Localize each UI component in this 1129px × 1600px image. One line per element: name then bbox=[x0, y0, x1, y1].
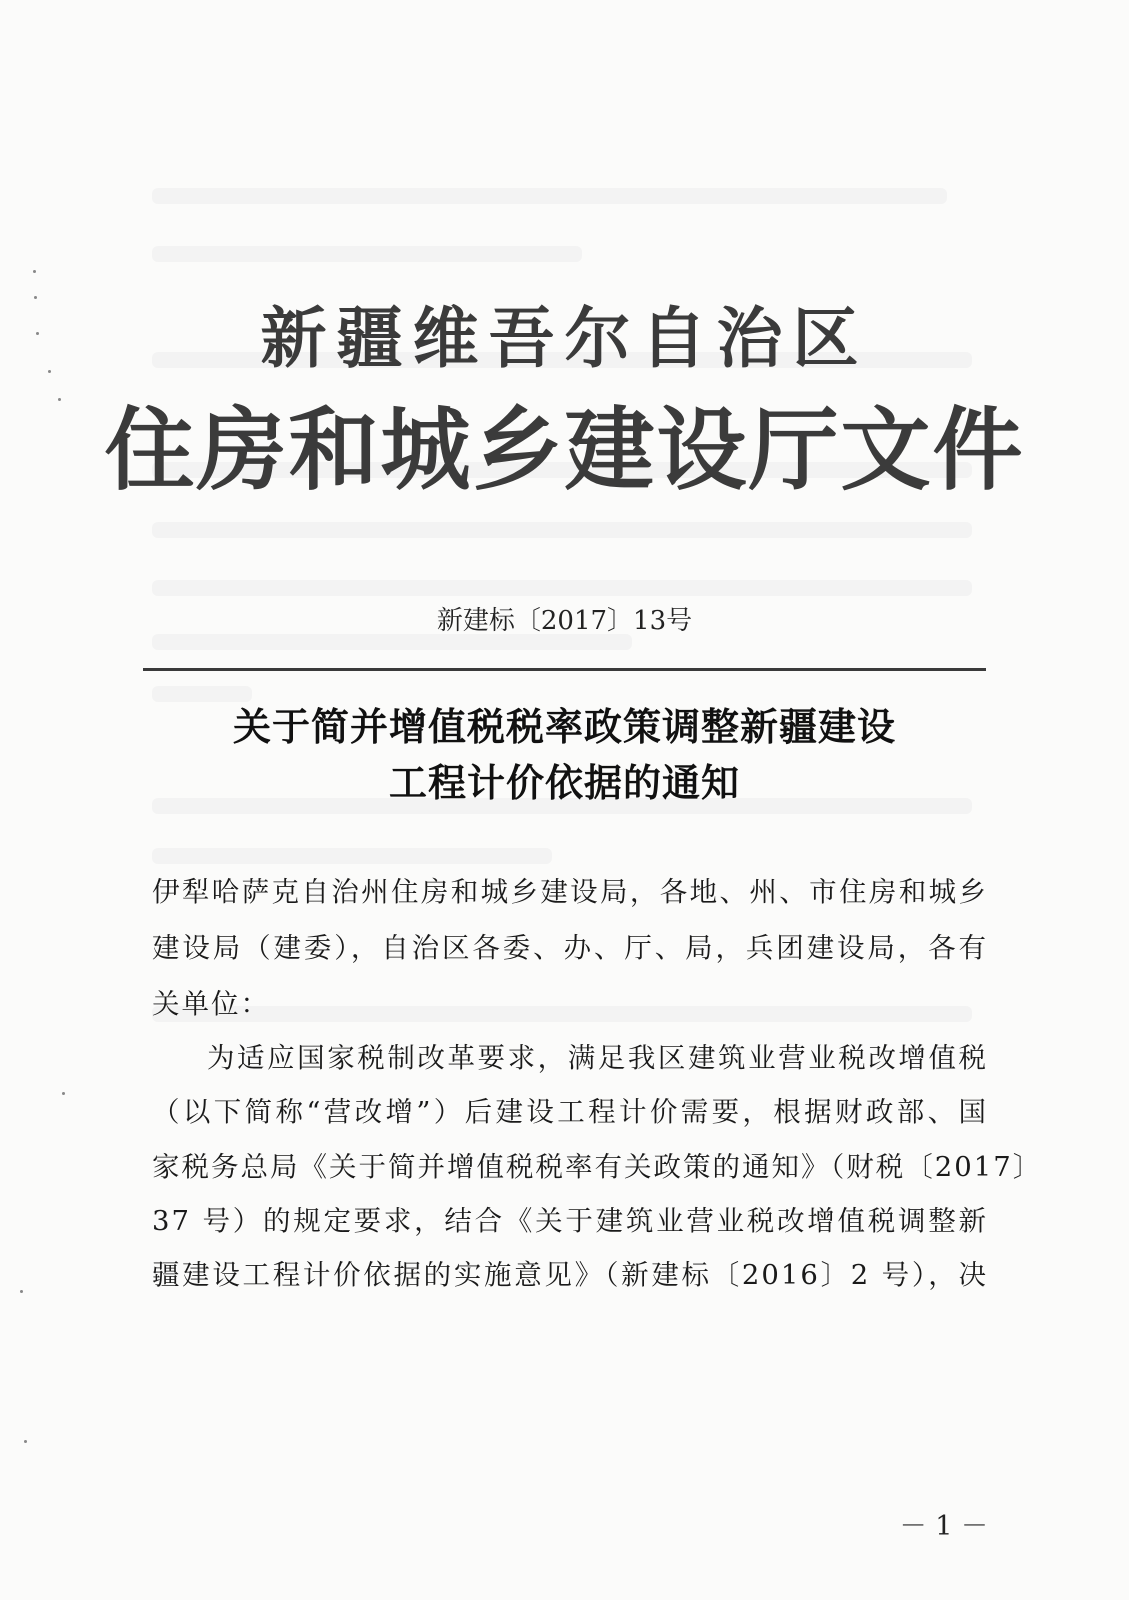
reverse-bleed-mark bbox=[152, 686, 252, 702]
body-line-5: 疆建设工程计价依据的实施意见》（新建标〔2016〕2 号），决 bbox=[152, 1259, 988, 1291]
reverse-bleed-mark bbox=[152, 246, 582, 262]
scan-speck bbox=[20, 1290, 23, 1293]
reverse-bleed-mark bbox=[152, 188, 947, 204]
scan-speck bbox=[62, 1092, 65, 1095]
issuer-department-header: 住房和城乡建设厅文件 bbox=[104, 397, 1025, 503]
body-line-3: 家税务总局《关于简并增值税税率有关政策的通知》（财税〔2017〕 bbox=[152, 1151, 1043, 1183]
document-number: 新建标〔2017〕13号 bbox=[436, 606, 693, 636]
recipients-line-2: 建设局（建委），自治区各委、办、厅、局，兵团建设局，各有 bbox=[152, 932, 988, 964]
body-line-4: 37 号）的规定要求，结合《关于建筑业营业税改增值税调整新 bbox=[152, 1205, 988, 1237]
recipients-line-1: 伊犁哈萨克自治州住房和城乡建设局，各地、州、市住房和城乡 bbox=[152, 876, 988, 908]
document-title-line-2: 工程计价依据的通知 bbox=[388, 760, 740, 805]
document-title-line-1: 关于简并增值税税率政策调整新疆建设 bbox=[232, 704, 896, 749]
reverse-bleed-mark bbox=[152, 522, 972, 538]
recipients-line-3: 关单位： bbox=[152, 988, 270, 1020]
page-number: － 1 － bbox=[899, 1511, 988, 1542]
reverse-bleed-mark bbox=[152, 848, 552, 864]
scan-speck bbox=[24, 1440, 27, 1443]
body-line-1: 为适应国家税制改革要求，满足我区建筑业营业税改增值税 bbox=[207, 1042, 988, 1074]
scan-speck bbox=[33, 270, 36, 273]
body-line-2: （以下简称“营改增”）后建设工程计价需要，根据财政部、国 bbox=[152, 1096, 988, 1128]
reverse-bleed-mark bbox=[152, 580, 972, 596]
header-divider bbox=[143, 668, 986, 671]
issuer-region-header: 新疆维吾尔自治区 bbox=[260, 299, 869, 377]
